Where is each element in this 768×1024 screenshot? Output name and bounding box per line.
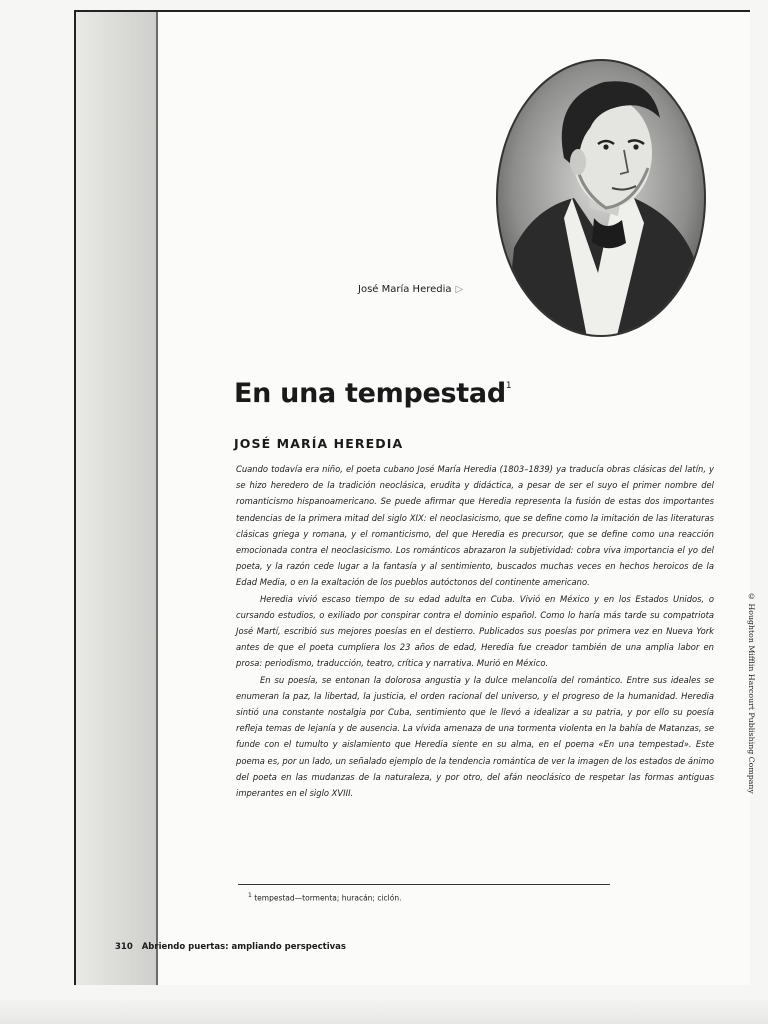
portrait-illustration: [494, 58, 708, 338]
caption-text: José María Heredia: [358, 284, 452, 295]
title-footnote-mark: 1: [505, 381, 512, 391]
scan-bottom-edge: [0, 1000, 768, 1024]
intro-paragraph-2: Heredia vivió escaso tiempo de su edad adulta en Cuba. Vivió en México y en los Estados Unidos, o cursando estudios, o exiliado por conspirar contra el dominio español. Como lo haría más tarde su compatriota José Martí, escribió sus mejores poesías en el destierro. Publicados sus poesías por primera vez en Nueva York antes de que el poeta cumpliera los 23 años de edad, Heredia fue creador también de una amplia labor en prosa: periodismo, traducción, teatro, crítica y narrativa. Murió en México.: [236, 593, 714, 669]
page-gutter: [76, 12, 158, 985]
intro-paragraph-3: En su poesía, se entonan la dolorosa angustia y la dulce melancolía del romántico. Entre sus ideales se enumeran la paz, la libertad, la justicia, el orden racional del universo, y el progreso de la humanidad. Heredia sintió una constante nostalgia por Cuba, sentimiento que le llevó a idealizar a su patria, y por ello su poesía refleja temas de lejanía y de ausencia. La vívida amenaza de una tormenta violenta en la bahía de Matanzas, se funde con el tumulto y aislamiento que Heredia siente en su alma, en el poema «En una tempestad». Este poema es, por un lado, un señalado ejemplo de la tendencia romántica de ver la imagen de los estados de ánimo del poeta en las mudanzas de la naturaleza, y por otro, del afán neoclásico de respetar las formas antiguas imperantes en el siglo XVIII.: [236, 674, 714, 799]
footnote-rule: [238, 884, 610, 885]
copyright-notice: © Houghton Mifflin Harcourt Publishing Company: [747, 592, 756, 794]
intro-text: [236, 461, 714, 801]
page-footer: [115, 942, 346, 952]
footnote: [248, 892, 401, 903]
poem-title: [234, 378, 511, 409]
page-number: 310: [115, 942, 133, 952]
title-text: En una tempestad: [234, 378, 506, 409]
right-triangle-icon: ▷: [455, 284, 464, 295]
footnote-number: 1: [248, 892, 252, 899]
left-rule: [74, 10, 76, 985]
footnote-text: tempestad—tormenta; huracán; ciclón.: [254, 893, 402, 903]
top-rule: [74, 10, 750, 12]
author-portrait: [494, 58, 708, 338]
portrait-caption: [358, 284, 463, 295]
intro-paragraph-1: Cuando todavía era niño, el poeta cubano José María Heredia (1803–1839) ya traducía obras clásicas del latín, y se hizo heredero de la tradición neoclásica, erudita y didáctica, a pesar de ser el suyo el primer nombre del romanticismo hispanoamericano. Se puede afirmar que Heredia representa la fusión de estas dos importantes tendencias de la primera mitad del siglo XIX: el neoclasicismo, que se define como la imitación de las literaturas clásicas griega y romana, y el romanticismo, del que Heredia es precursor, que se define como una reacción emocionada contra el neoclasicismo. Los románticos abrazaron la subjetividad: cobra viva importancia el yo del poeta, y la razón cede lugar a la fantasía y al sentimiento, buscados muchas veces en hechos heroicos de la Edad Media, o en la exaltación de los pueblos autóctonos del continente americano.: [236, 464, 714, 588]
book-title: Abriendo puertas: ampliando perspectivas: [141, 942, 346, 952]
author-name: JOSÉ MARÍA HEREDIA: [234, 436, 404, 451]
